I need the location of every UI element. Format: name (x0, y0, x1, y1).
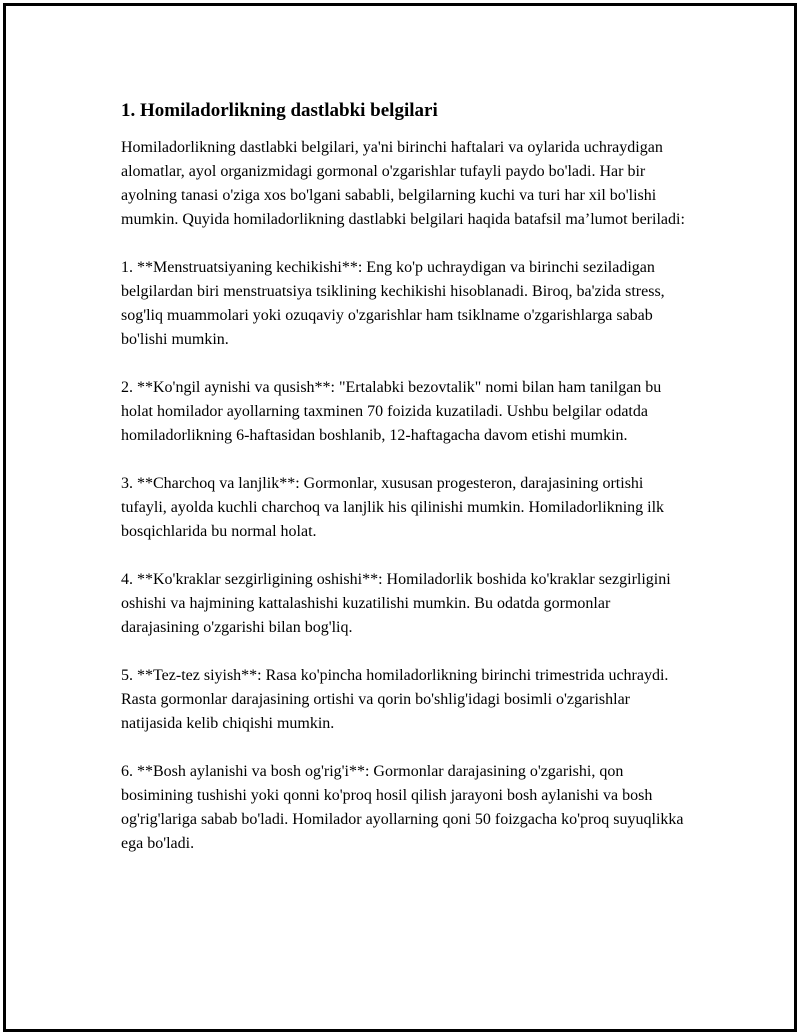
list-item-3: 3. **Charchoq va lanjlik**: Gormonlar, xususan progesteron, darajasining ortishi tufayli, ayolda kuchli charchoq va lanjlik his qilinishi mumkin. Homiladorlikning ilk bosqichlarida bu normal holat. (121, 475, 665, 540)
list-item-1: 1. **Menstruatsiyaning kechikishi**: Eng ko'p uchraydigan va birinchi seziladigan belgilardan biri menstruatsiya tsiklining kechikishi hisoblanadi. Biroq, ba'zida stress, sog'liq muammolari yoki ozuqaviy o'zgarishlar ham tsiklname o'zgarishlarga sabab bo'lishi mumkin. (121, 259, 665, 348)
list-item-5: 5. **Tez-tez siyish**: Rasa ko'pincha homiladorlikning birinchi trimestrida uchraydi. Rasta gormonlar darajasining ortishi va qorin bo'shlig'idagi bosimli o'zgarishlar natijasida kelib chiqishi mumkin. (121, 667, 669, 732)
intro-paragraph: Homiladorlikning dastlabki belgilari, ya'ni birinchi haftalari va oylarida uchraydigan alomatlar, ayol organizmidagi gormonal o'zgarishlar tufayli paydo bo'ladi. Har bir ayolning tanasi o'ziga xos bo'lgani sababli, belgilarning kuchi va turi har xil bo'lishi mumkin. Quyida homiladorlikning dastlabki belgilari haqida batafsil ma’lumot beriladi: (121, 139, 685, 228)
document-title: 1. Homiladorlikning dastlabki belgilari (121, 100, 438, 121)
list-item-2: 2. **Ko'ngil aynishi va qusish**: "Ertalabki bezovtalik" nomi bilan ham tanilgan bu holat homilador ayollarning taxminen 70 foizida kuzatiladi. Ushbu belgilar odatda homiladorlikning 6-haftasidan boshlanib, 12-haftagacha davom etishi mumkin. (121, 379, 662, 444)
page-frame (3, 3, 797, 1032)
document-body (121, 98, 686, 880)
list-item-6: 6. **Bosh aylanishi va bosh og'rig'i**: Gormonlar darajasining o'zgarishi, qon bosimining tushishi yoki qonni ko'proq hosil qilish jarayoni bosh aylanishi va bosh og'rig'lariga sabab bo'ladi. Homilador ayollarning qoni 50 foizgacha ko'proq suyuqlikka ega bo'ladi. (121, 763, 684, 852)
list-item-4: 4. **Ko'kraklar sezgirligining oshishi**: Homiladorlik boshida ko'kraklar sezgirligini oshishi va hajmining kattalashishi kuzatilishi mumkin. Bu odatda gormonlar darajasining o'zgarishi bilan bog'liq. (121, 571, 671, 636)
